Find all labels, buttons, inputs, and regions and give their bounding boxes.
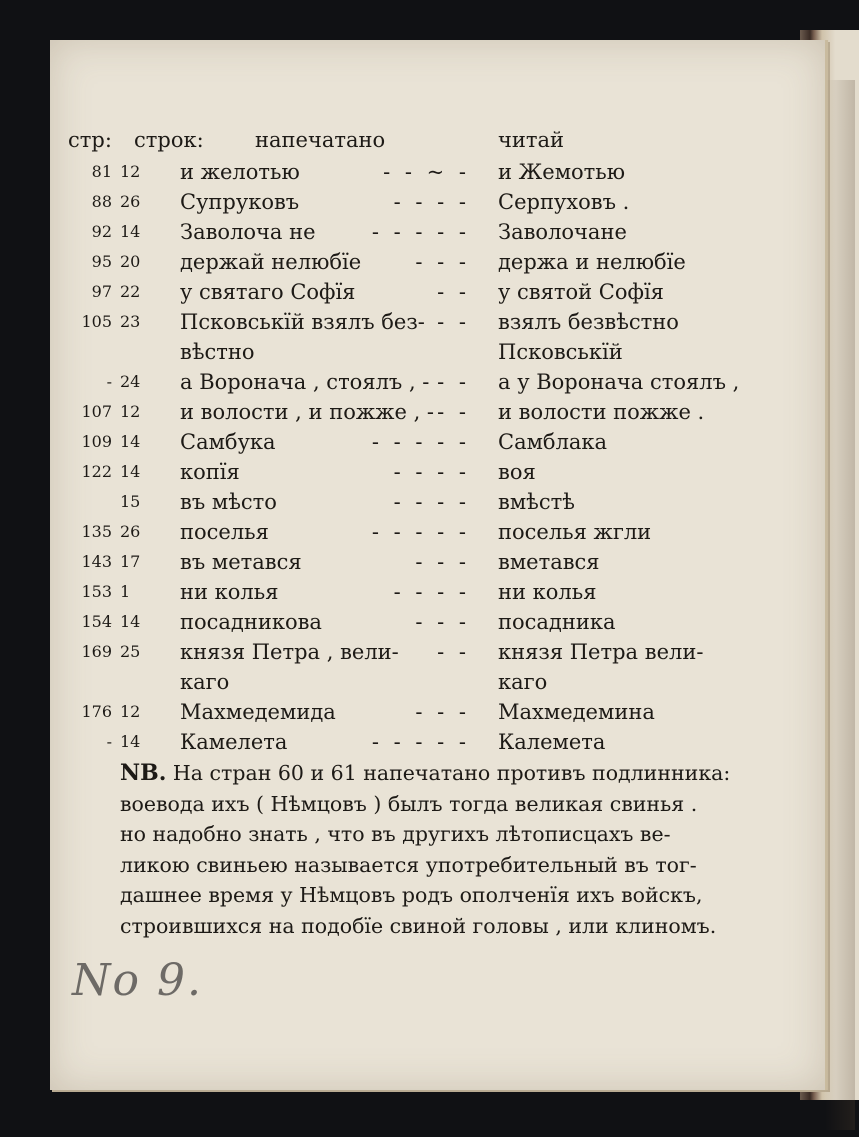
printed-text: Махмедемида (180, 700, 336, 724)
errata-row (50, 697, 825, 727)
page-number: - (106, 372, 112, 391)
dash-leader: - - (437, 400, 470, 424)
printed-text: держай нелюбїе (180, 250, 362, 274)
line-number: 25 (120, 642, 141, 661)
page-number: 97 (91, 282, 112, 301)
corrected-text: взялъ безвѣстно (498, 310, 679, 334)
printed-text: вѣстно (180, 340, 255, 364)
dash-leader: - - (437, 640, 470, 664)
corrected-text: держа и нелюбїе (498, 250, 686, 274)
line-number: 20 (120, 252, 141, 271)
page-number: - (106, 732, 112, 751)
errata-row (50, 547, 825, 577)
line-number: 15 (120, 492, 141, 511)
corrected-text: вмѣстѣ (498, 490, 575, 514)
printed-text: копїя (180, 460, 240, 484)
line-number: 23 (120, 312, 141, 331)
page-number: 153 (81, 582, 112, 601)
dash-leader: - - - (415, 250, 470, 274)
header-printed: напечатано (255, 128, 386, 152)
page-number: 81 (91, 162, 112, 181)
corrected-text: Псковськїй (498, 340, 623, 364)
note-line-text: На стран 60 и 61 напечатано противъ подлинника: (172, 761, 731, 785)
printed-text: Супруковъ (180, 190, 300, 214)
printed-text: князя Петра , вели- (180, 640, 399, 664)
errata-row (50, 217, 825, 247)
page-number: 105 (81, 312, 112, 331)
note-line: дашнее время у Нѣмцовъ родъ ополченїя ихъ войскъ, (120, 883, 703, 907)
page-number: 135 (81, 522, 112, 541)
spine-shadow (825, 80, 855, 1130)
dash-leader: - - - - - (371, 430, 470, 454)
printed-text: и волости , и пожже , - (180, 400, 435, 424)
dash-leader: - - - - - (371, 220, 470, 244)
page-number: 122 (81, 462, 112, 481)
errata-row (50, 187, 825, 217)
errata-row (50, 397, 825, 427)
dash-leader: - - (437, 310, 470, 334)
errata-header (50, 125, 825, 155)
corrected-text: и волости пожже . (498, 400, 705, 424)
errata-row (50, 337, 825, 367)
corrected-text: Самблака (498, 430, 608, 454)
dash-leader: - - - - - (371, 730, 470, 754)
printed-text: а Вороначa , стоялъ , - (180, 370, 430, 394)
dash-leader: - - - - (393, 580, 470, 604)
header-read: читай (498, 128, 565, 152)
printed-text: у святаго Софїя (180, 280, 356, 304)
errata-row (50, 667, 825, 697)
page-number: 154 (81, 612, 112, 631)
header-page: стр: (68, 128, 112, 152)
errata-row (50, 247, 825, 277)
page-number: 176 (81, 702, 112, 721)
note-line: но надобно знать , что въ другихъ лѣтописцахъ ве- (120, 822, 671, 846)
nb-note (120, 758, 820, 941)
printed-text: Камелета (180, 730, 288, 754)
line-number: 14 (120, 732, 141, 751)
header-line: строк: (134, 128, 204, 152)
printed-text: каго (180, 670, 230, 694)
page-number: 143 (81, 552, 112, 571)
printed-text: посадникова (180, 610, 322, 634)
errata-row (50, 727, 825, 757)
dash-leader: - - - (415, 550, 470, 574)
errata-row (50, 487, 825, 517)
note-line: ликою свиньею называется употребительный въ тог- (120, 852, 697, 877)
printed-text: въ мѣсто (180, 490, 277, 514)
corrected-text: каго (498, 670, 548, 694)
corrected-text: Серпуховъ . (498, 190, 630, 214)
line-number: 14 (120, 222, 141, 241)
line-number: 26 (120, 522, 141, 541)
line-number: 24 (120, 372, 141, 391)
handwritten-shelf-mark: No 9. (72, 955, 203, 1006)
errata-row (50, 157, 825, 187)
corrected-text: князя Петра вели- (498, 640, 704, 664)
corrected-text: а у Вороначa стоялъ , (498, 370, 740, 394)
errata-row (50, 607, 825, 637)
line-number: 1 (120, 582, 131, 601)
corrected-text: вметався (498, 550, 600, 574)
dash-leader: - - (437, 280, 470, 304)
errata-row (50, 307, 825, 337)
errata-row (50, 517, 825, 547)
page-number: 107 (81, 402, 112, 421)
errata-row (50, 637, 825, 667)
printed-text: Заволоча не (180, 220, 316, 244)
dash-leader: - - (437, 370, 470, 394)
corrected-text: посадника (498, 610, 616, 634)
dash-leader: - - - - - (371, 520, 470, 544)
dash-leader: - - - (415, 700, 470, 724)
printed-text: въ метався (180, 550, 302, 574)
note-line (120, 758, 820, 789)
line-number: 26 (120, 192, 141, 211)
dash-leader: - - - - (393, 490, 470, 514)
corrected-text: у святой Софїя (498, 280, 664, 304)
page-number: 169 (81, 642, 112, 661)
printed-text: ни колья (180, 580, 279, 604)
errata-row (50, 367, 825, 397)
printed-text: поселья (180, 520, 269, 544)
dash-leader: - - - - (393, 460, 470, 484)
corrected-text: ни колья (498, 580, 597, 604)
line-number: 14 (120, 612, 141, 631)
errata-row (50, 457, 825, 487)
corrected-text: и Жемотью (498, 160, 626, 184)
line-number: 12 (120, 402, 141, 421)
line-number: 14 (120, 432, 141, 451)
line-number: 12 (120, 162, 141, 181)
corrected-text: Махмедемина (498, 700, 655, 724)
printed-text: Псковськїй взялъ без- (180, 310, 425, 334)
printed-text: и желотью (180, 160, 300, 184)
corrected-text: Калемета (498, 730, 606, 754)
corrected-text: Заволочане (498, 220, 627, 244)
printed-text: Самбука (180, 430, 276, 454)
page-number: 109 (81, 432, 112, 451)
corrected-text: воя (498, 460, 536, 484)
page-number: 95 (91, 252, 112, 271)
dash-leader: - - - - (393, 190, 470, 214)
note-line: воевода ихъ ( Нѣмцовъ ) былъ тогда великая свинья . (120, 791, 698, 816)
page-number: 92 (91, 222, 112, 241)
dash-leader: - - - (415, 610, 470, 634)
line-number: 17 (120, 552, 141, 571)
errata-row (50, 427, 825, 457)
nb-label: NB. (120, 760, 167, 786)
line-number: 14 (120, 462, 141, 481)
errata-row (50, 277, 825, 307)
page-number: 88 (91, 192, 112, 211)
line-number: 12 (120, 702, 141, 721)
errata-row (50, 577, 825, 607)
note-line: строившихся на подобїе свиной головы , или клиномъ. (120, 913, 717, 938)
dash-leader: - - ~ - (383, 160, 470, 184)
line-number: 22 (120, 282, 141, 301)
book-page (50, 40, 828, 1090)
corrected-text: поселья жгли (498, 520, 652, 544)
